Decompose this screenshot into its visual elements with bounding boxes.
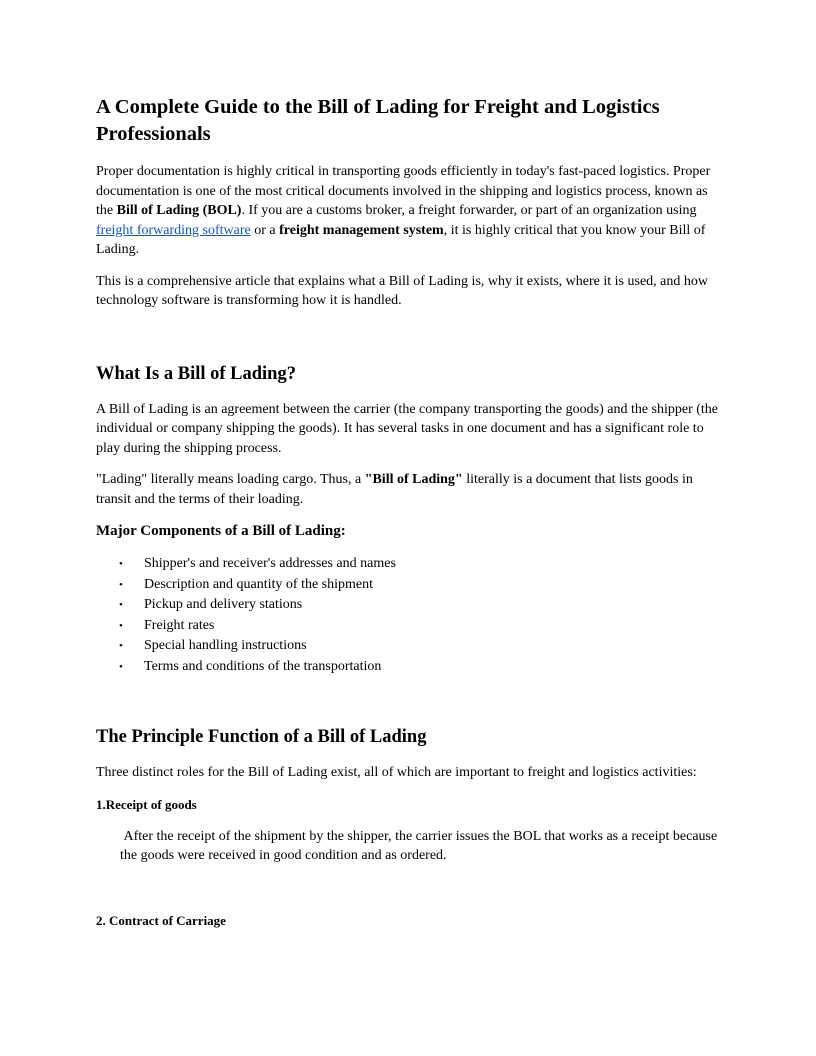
bullet-icon: • bbox=[119, 619, 123, 632]
list-item bbox=[96, 595, 720, 616]
components-list bbox=[96, 554, 720, 677]
list-item bbox=[96, 636, 720, 657]
intro-paragraph-2: This is a comprehensive article that explains what a Bill of Lading is, why it exists, where it is used, and how technology software is transforming how it is handled. bbox=[96, 273, 708, 308]
freight-forwarding-software-link[interactable]: freight forwarding software bbox=[96, 222, 251, 238]
role1-heading: 1.Receipt of goods bbox=[96, 796, 197, 812]
role1-paragraph: After the receipt of the shipment by the shipper, the carrier issues the BOL that works as a receipt because the goods were received in good condition and as ordered. bbox=[120, 828, 721, 863]
section1-bold-bol: "Bill of Lading" bbox=[364, 472, 463, 487]
role2-heading: 2. Contract of Carriage bbox=[96, 912, 226, 928]
section1-text-a: "Lading" literally means loading cargo. Thus, a bbox=[96, 472, 365, 487]
list-item bbox=[96, 554, 720, 575]
document-page bbox=[96, 94, 720, 942]
bullet-icon: • bbox=[119, 558, 123, 570]
section-heading-principle-function: The Principle Function of a Bill of Lading bbox=[96, 727, 427, 747]
list-item bbox=[96, 616, 720, 637]
list-item-text: Freight rates bbox=[144, 617, 215, 633]
list-item bbox=[96, 575, 720, 596]
list-item-text: Terms and conditions of the transportation bbox=[144, 658, 382, 674]
section1-paragraph-2 bbox=[96, 470, 720, 509]
intro-bold-bol: Bill of Lading (BOL) bbox=[116, 203, 242, 218]
section1-text-b: literally is a document that lists goods in transit and the terms of their loading. bbox=[96, 472, 693, 507]
bullet-icon: • bbox=[119, 578, 123, 591]
intro-text-a: Proper documentation is highly critical in transporting goods efficiently in today's fast-paced logistics. Proper documentation is one of the most critical documents involved in the shipping and logistics process, known as the bbox=[96, 164, 711, 218]
components-heading: Major Components of a Bill of Lading: bbox=[96, 523, 346, 539]
list-item bbox=[96, 657, 720, 678]
section2-paragraph-1: Three distinct roles for the Bill of Lading exist, all of which are important to freight and logistics activities: bbox=[96, 765, 697, 780]
list-item-text: Description and quantity of the shipment bbox=[144, 576, 374, 592]
intro-bold-fms: freight management system bbox=[279, 222, 444, 238]
section-heading-what-is: What Is a Bill of Lading? bbox=[96, 363, 296, 384]
intro-paragraph-1 bbox=[96, 162, 720, 260]
list-item-text: Pickup and delivery stations bbox=[144, 597, 303, 612]
intro-text-c: or a bbox=[250, 222, 280, 238]
bullet-icon: • bbox=[119, 660, 123, 673]
document-title: A Complete Guide to the Bill of Lading for Freight and Logistics Professionals bbox=[96, 96, 660, 145]
bullet-icon: • bbox=[119, 599, 123, 611]
list-item-text: Special handling instructions bbox=[144, 638, 307, 653]
section1-paragraph-1: A Bill of Lading is an agreement between the carrier (the company transporting the goods) and the shipper (the individual or company shipping the goods). It has several tasks in one document and has a significant role to play during the shipping process. bbox=[96, 401, 719, 456]
intro-text-b: . If you are a customs broker, a freight forwarder, or part of an organization using bbox=[241, 203, 697, 218]
intro-text-d: , it is highly critical that you know your Bill of Lading. bbox=[96, 222, 706, 257]
bullet-icon: • bbox=[119, 640, 123, 652]
list-item-text: Shipper's and receiver's addresses and names bbox=[144, 556, 396, 571]
